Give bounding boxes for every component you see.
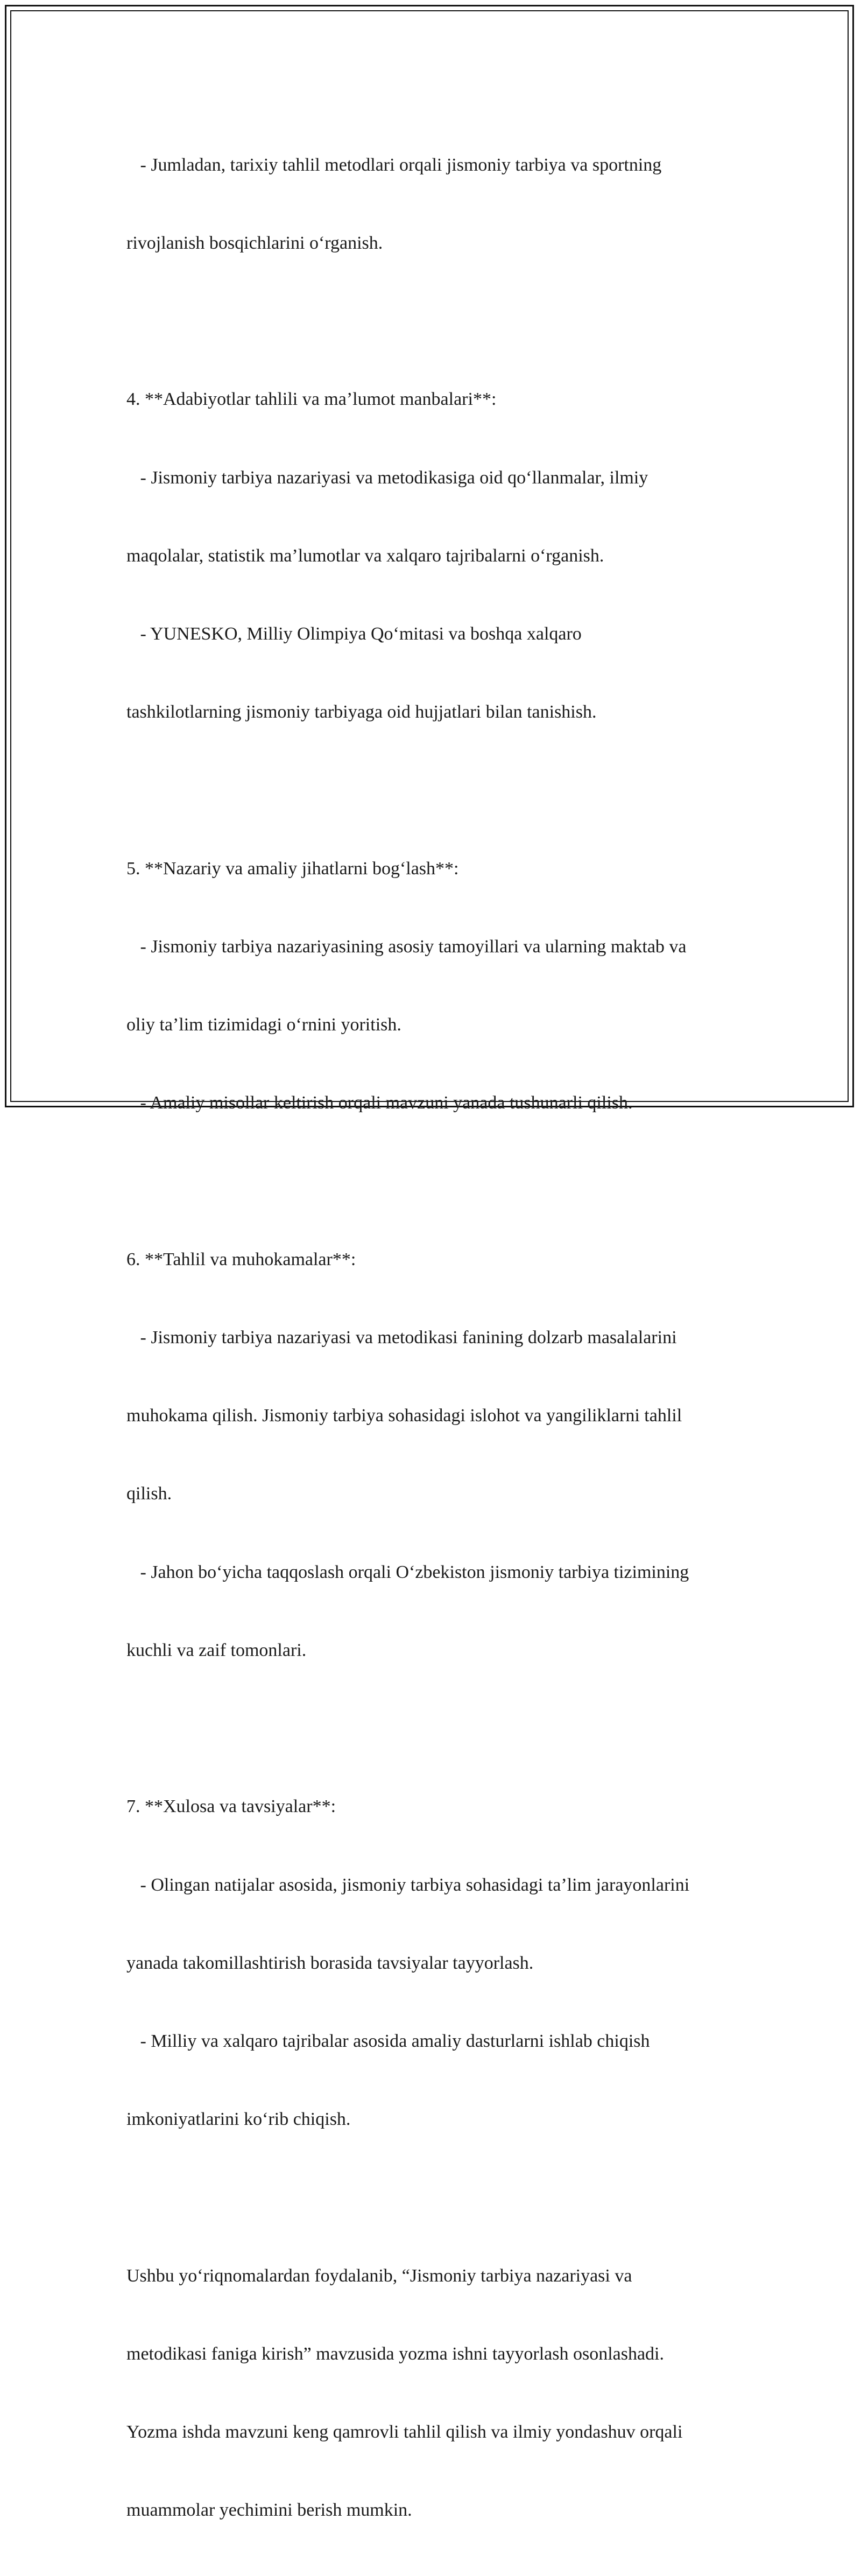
- paragraph-gap: [126, 2185, 740, 2210]
- section-heading: 5. **Nazariy va amaliy jihatlarni bog‘lash**:: [126, 858, 459, 879]
- text-line: yanada takomillashtirish borasida tavsiyalar tayyorlash.: [126, 1953, 534, 1973]
- text-line: muhokama qilish. Jismoniy tarbiya sohasidagi islohot va yangiliklarni tahlil: [126, 1406, 682, 1426]
- text-line: - Jismoniy tarbiya nazariyasi va metodikasiga oid qo‘llanmalar, ilmiy: [126, 467, 648, 488]
- text-line: qilish.: [126, 1484, 172, 1504]
- paragraph-intro-bullet: [126, 100, 740, 308]
- text-line: kuchli va zaif tomonlari.: [126, 1640, 307, 1660]
- text-line: - Jismoniy tarbiya nazariyasining asosiy tamoyillari va ularning maktab va: [126, 936, 687, 957]
- text-line: Ushbu yo‘riqnomalardan foydalanib, “Jismoniy tarbiya nazariyasi va: [126, 2265, 632, 2286]
- text-line: tashkilotlarning jismoniy tarbiyaga oid hujjatlari bilan tanishish.: [126, 702, 597, 722]
- text-line: Yozma ishda mavzuni keng qamrovli tahlil qilish va ilmiy yondashuv orqali: [126, 2422, 683, 2442]
- text-line: - Jumladan, tarixiy tahlil metodlari orqali jismoniy tarbiya va sportning: [126, 155, 662, 175]
- section-7-xulosa: [126, 1742, 740, 2185]
- text-line: imkoniyatlarini ko‘rib chiqish.: [126, 2109, 351, 2130]
- paragraph-gap: [126, 308, 740, 334]
- section-6-tahlil: [126, 1195, 740, 1716]
- text-line: rivojlanish bosqichlarini o‘rganish.: [126, 233, 383, 254]
- text-line: maqolalar, statistik ma’lumotlar va xalqaro tajribalarni o‘rganish.: [126, 545, 604, 566]
- section-heading: 6. **Tahlil va muhokamalar**:: [126, 1249, 356, 1269]
- paragraph-gap: [126, 778, 740, 804]
- paragraph-conclusion: [126, 2211, 740, 2576]
- section-5-nazariy: [126, 804, 740, 1169]
- text-line: - Olingan natijalar asosida, jismoniy tarbiya sohasidagi ta’lim jarayonlarini: [126, 1875, 690, 1895]
- document-body: [126, 100, 740, 2576]
- section-heading: 7. **Xulosa va tavsiyalar**:: [126, 1796, 336, 1817]
- text-line: - Milliy va xalqaro tajribalar asosida amaliy dasturlarni ishlab chiqish: [126, 2031, 650, 2051]
- text-line: - Amaliy misollar keltirish orqali mavzuni yanada tushunarli qilish.: [126, 1093, 633, 1113]
- text-line: - Jahon bo‘yicha taqqoslash orqali O‘zbekiston jismoniy tarbiya tizimining: [126, 1562, 689, 1582]
- section-4-adabiyotlar: [126, 335, 740, 778]
- text-line: - Jismoniy tarbiya nazariyasi va metodikasi fanining dolzarb masalalarini: [126, 1328, 677, 1348]
- text-line: metodikasi faniga kirish” mavzusida yozma ishni tayyorlash osonlashadi.: [126, 2343, 664, 2364]
- paragraph-gap: [126, 1716, 740, 1742]
- text-line: oliy ta’lim tizimidagi o‘rnini yoritish.: [126, 1015, 401, 1035]
- text-line: muammolar yechimini berish mumkin.: [126, 2500, 412, 2521]
- section-heading: 4. **Adabiyotlar tahlili va ma’lumot manbalari**:: [126, 389, 497, 410]
- paragraph-gap: [126, 1169, 740, 1195]
- text-line: - YUNESKO, Milliy Olimpiya Qo‘mitasi va boshqa xalqaro: [126, 624, 582, 644]
